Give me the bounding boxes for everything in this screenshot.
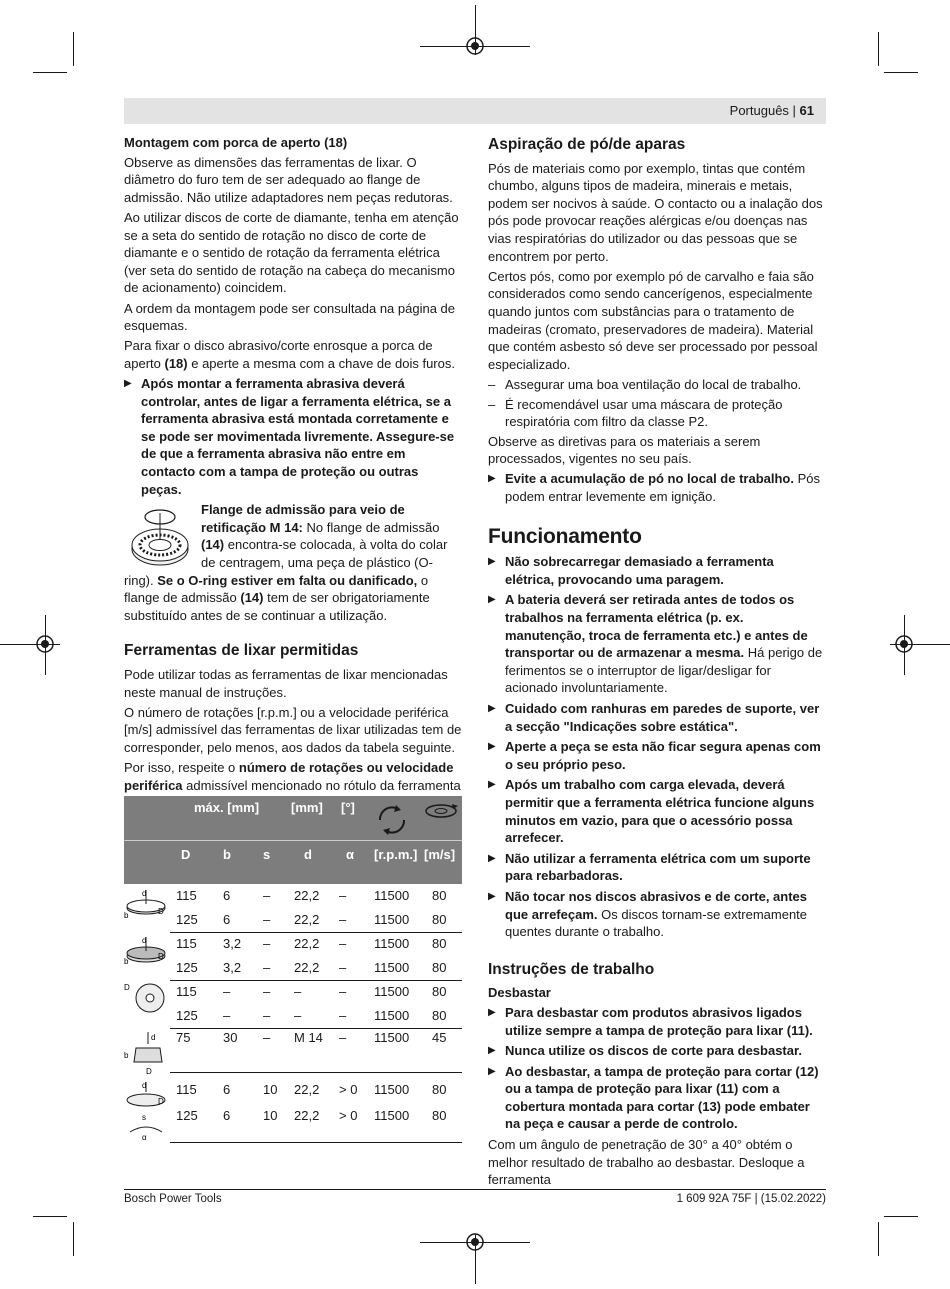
- paragraph: Certos pós, como por exemplo pó de carvalho e faia são considerados como sendo cancerígenos, especialmente quando juntos com substâncias para o tratamento de madeiras (cromato, preservadores de madeira). Material que contém asbesto só deve ser processado por pessoal especializado.: [488, 268, 818, 372]
- warning-bullet: ▶ Não sobrecarregar demasiado a ferramenta elétrica, provocando uma paragem.: [488, 553, 826, 588]
- warning-bullet: ▶ A bateria deverá ser retirada antes de todos os trabalhos na ferramenta elétrica (p. ex. manutenção, troca de ferramenta etc.) e antes de transportar ou de armazenar a mesma. Há perigo de ferimentos se o interruptor de ligar/desligar for acionado involuntariamente.: [488, 591, 826, 697]
- table-cell: –: [339, 960, 347, 975]
- header-language: Português: [729, 103, 789, 118]
- table-cell: 11500: [374, 1030, 410, 1045]
- svg-text:D: D: [158, 952, 164, 961]
- col-b: b: [223, 847, 231, 862]
- flange-note: Flange de admissão para veio de retificação M 14: No flange de admissão (14) encontra-se colocada, à volta do colar de centragem, uma peça de plástico (O-ring). Se o O-ring estiver em falta ou danificado, o flange de admissão (14) tem de ser obrigatoriamente substituído antes de se continuar a utilização.: [124, 502, 448, 623]
- dash-item: – É recomendável usar uma máscara de proteção respiratória com filtro da classe P2.: [488, 396, 826, 431]
- table-cell: 80: [432, 1108, 447, 1123]
- table-cell: –: [263, 936, 271, 951]
- table-cell: 11500: [374, 912, 410, 927]
- paragraph: Por isso, respeite o número de rotações ou velocidade periférica admissível mencionado no rótulo da ferramenta: [124, 760, 461, 793]
- table-cell: 11500: [374, 1108, 410, 1123]
- paragraph: Para fixar o disco abrasivo/corte enrosque a porca de aperto (18) e aperte a mesma com a chave de dois furos.: [124, 338, 455, 371]
- table-cell: –: [339, 1008, 347, 1023]
- header-max-mm: máx. [mm]: [194, 800, 260, 815]
- peripheral-speed-icon: [422, 800, 462, 822]
- dash-item: – Assegurar uma boa ventilação do local de trabalho.: [488, 376, 826, 394]
- row-group-divider: [170, 1072, 462, 1073]
- svg-text:d: d: [142, 1081, 147, 1090]
- fibre-disc-icon: [124, 982, 170, 1026]
- table-cell: 3,2: [223, 936, 242, 951]
- warning-bullet: ▶ Cuidado com ranhuras em paredes de suporte, ver a secção "Indicações sobre estática".: [488, 700, 826, 735]
- warning-bullet: ▶ Ao desbastar, a tampa de proteção para cortar (12) ou a tampa de proteção para lixar (11) com a cobertura montada para cortar (13) pode embater na peça e causar a perde de controlo.: [488, 1063, 826, 1133]
- paragraph: Ao utilizar discos de corte de diamante, tenha em atenção se a seta do sentido de rotação no disco de corte de diamante e o sentido de rotação da ferramenta elétrica (ver seta do sentido de rotação na cabeça do mecanismo de acionamento) coincidem.: [124, 209, 459, 296]
- svg-text:b: b: [124, 1051, 129, 1060]
- table-cell: 22,2: [294, 912, 320, 927]
- table-row: [124, 1030, 462, 1050]
- page-header: Português | 61: [729, 103, 814, 118]
- warning-bullet: ▶ Após montar a ferramenta abrasiva deverá controlar, antes de ligar a ferramenta elétrica, se a ferramenta abrasiva está montada corretamente e se pode ser movimentada livremente. Assegure-se de que a ferramenta abrasiva não entre em contacto com a tampa de proteção ou outras peças.: [124, 375, 462, 498]
- warning-bullet: ▶ Evite a acumulação de pó no local de trabalho. Pós podem entrar levemente em ignição.: [488, 470, 826, 505]
- table-cell: 115: [176, 984, 197, 999]
- table-row: [124, 1108, 462, 1128]
- section-title-montagem: Montagem com porca de aperto (18): [124, 135, 348, 150]
- warning-bullet: ▶ Não tocar nos discos abrasivos e de corte, antes que arrefeçam. Os discos tornam-se extremamente quentes durante o trabalho.: [488, 888, 826, 941]
- table-cell: 6: [223, 912, 231, 927]
- table-row: [124, 1008, 462, 1028]
- table-row: [124, 1082, 462, 1102]
- left-column: [124, 134, 462, 815]
- table-cell: –: [294, 984, 302, 999]
- svg-text:D: D: [158, 1097, 164, 1106]
- header-degree: [°]: [341, 800, 355, 815]
- col-alpha: α: [346, 847, 354, 862]
- table-cell: –: [263, 960, 271, 975]
- table-cell: 10: [263, 1108, 278, 1123]
- table-cell: 80: [432, 984, 447, 999]
- table-cell: 30: [223, 1030, 238, 1045]
- flap-disc-icon: [124, 934, 170, 978]
- right-column: [488, 134, 826, 1191]
- row-group-divider: [170, 1142, 462, 1143]
- table-row: [124, 912, 462, 932]
- paragraph: A ordem da montagem pode ser consultada na página de esquemas.: [124, 300, 456, 334]
- table-cell: 80: [432, 936, 447, 951]
- table-cell: 11500: [374, 1008, 410, 1023]
- table-row: [124, 960, 462, 980]
- header-mm: [mm]: [291, 800, 323, 815]
- col-s: s: [263, 847, 271, 862]
- section-title-aspiracao: Aspiração de pó/de aparas: [488, 136, 686, 153]
- table-cell: –: [339, 912, 347, 927]
- table-cell: –: [223, 984, 231, 999]
- table-cell: 11500: [374, 1082, 410, 1097]
- table-cell: 6: [223, 1082, 231, 1097]
- flange-o-ring-icon: [127, 501, 193, 571]
- table-cell: 80: [432, 960, 447, 975]
- table-cell: 80: [432, 912, 447, 927]
- table-cell: 11500: [374, 936, 410, 951]
- table-cell: 45: [432, 1030, 447, 1045]
- wire-cup-brush-icon: [124, 1030, 170, 1074]
- table-cell: > 0: [339, 1082, 358, 1097]
- subsection-title-desbastar: Desbastar: [488, 985, 551, 1001]
- paragraph: Observe as diretivas para os materiais a serem processados, vigentes no seu país.: [488, 433, 761, 467]
- table-cell: 125: [176, 960, 198, 975]
- table-cell: 6: [223, 888, 231, 903]
- table-cell: –: [263, 1008, 271, 1023]
- svg-text:α: α: [142, 1133, 147, 1142]
- page-number: 61: [799, 103, 814, 118]
- svg-text:D: D: [124, 983, 130, 992]
- table-cell: 75: [176, 1030, 191, 1045]
- svg-text:d: d: [151, 1033, 156, 1042]
- col-rpm: [r.p.m.]: [374, 847, 418, 862]
- paragraph: O número de rotações [r.p.m.] ou a velocidade periférica [m/s] admissível das ferramentas de lixar utilizadas tem de corresponder, pelo menos, aos dados da tabela seguinte.: [124, 704, 462, 755]
- rotation-speed-icon: [372, 800, 412, 840]
- footer-doc-number: 1 609 92A 75F | (15.02.2022): [676, 1193, 826, 1205]
- table-body: [124, 884, 462, 1146]
- header-bar: [124, 98, 826, 124]
- table-cell: –: [339, 936, 347, 951]
- table-cell: 80: [432, 1082, 447, 1097]
- registration-mark-right-icon: [893, 633, 915, 655]
- svg-text:d: d: [142, 936, 147, 945]
- table-cell: –: [339, 984, 347, 999]
- svg-text:b: b: [124, 957, 129, 966]
- registration-mark-bottom-icon: [464, 1231, 486, 1253]
- warning-bullet: ▶ Não utilizar a ferramenta elétrica com um suporte para rebarbadoras.: [488, 850, 826, 885]
- paragraph: Pode utilizar todas as ferramentas de lixar mencionadas neste manual de instruções.: [124, 667, 448, 700]
- table-cell: 22,2: [294, 936, 320, 951]
- table-cell: 22,2: [294, 1082, 320, 1097]
- table-cell: –: [294, 1008, 302, 1023]
- paragraph: Observe as dimensões das ferramentas de lixar. O diâmetro do furo tem de ser adequado ao flange de admissão. Não utilize adaptadores nem peças redutoras.: [124, 154, 453, 205]
- table-cell: –: [339, 1030, 347, 1045]
- table-cell: –: [263, 912, 271, 927]
- section-title-ferramentas: Ferramentas de lixar permitidas: [124, 642, 359, 660]
- table-cell: 125: [176, 912, 198, 927]
- grinding-disc-icon: [124, 886, 170, 930]
- table-row: [124, 984, 462, 1004]
- table-cell: 115: [176, 936, 197, 951]
- col-ms: [m/s]: [424, 847, 456, 862]
- table-cell: 11500: [374, 984, 410, 999]
- row-group-divider: [170, 980, 462, 981]
- table-cell: 22,2: [294, 960, 320, 975]
- table-cell: –: [263, 1030, 271, 1045]
- table-cell: 3,2: [223, 960, 242, 975]
- table-cell: –: [263, 984, 271, 999]
- svg-text:s: s: [142, 1113, 146, 1122]
- page-footer: [124, 1189, 826, 1205]
- table-cell: 125: [176, 1108, 198, 1123]
- footer-brand: Bosch Power Tools: [124, 1193, 222, 1205]
- table-cell: 80: [432, 1008, 447, 1023]
- table-cell: 80: [432, 888, 447, 903]
- table-cell: > 0: [339, 1108, 358, 1123]
- table-cell: 22,2: [294, 1108, 320, 1123]
- section-title-funcionamento: Funcionamento: [488, 524, 642, 548]
- warning-bullet: ▶ Para desbastar com produtos abrasivos ligados utilize sempre a tampa de proteção para lixar (11).: [488, 1004, 826, 1039]
- grinding-tools-table: [124, 796, 462, 1146]
- table-cell: M 14: [294, 1030, 323, 1045]
- warning-bullet: ▶ Aperte a peça se esta não ficar segura apenas com o seu próprio peso.: [488, 738, 826, 773]
- table-cell: 11500: [374, 888, 410, 903]
- table-cell: –: [263, 888, 271, 903]
- cutting-disc-icon: [124, 1080, 170, 1142]
- registration-mark-left-icon: [34, 633, 56, 655]
- table-cell: –: [339, 888, 347, 903]
- svg-text:d: d: [142, 889, 147, 898]
- table-row: [124, 936, 462, 956]
- row-group-divider: [170, 1028, 462, 1029]
- svg-text:D: D: [158, 907, 164, 916]
- flange-heading: Flange de admissão para veio de retificação M 14:: [201, 502, 405, 535]
- paragraph: Pós de materiais como por exemplo, tintas que contém chumbo, alguns tipos de madeira, minerais e metais, podem ser nocivos à saúde. O contacto ou a inalação dos pós pode provocar reações alérgicas e/ou doenças nas vias respiratórias do utilizador ou das pessoas que se encontrem por perto.: [488, 160, 823, 264]
- registration-mark-top-icon: [464, 35, 486, 57]
- table-cell: 22,2: [294, 888, 320, 903]
- svg-text:b: b: [124, 911, 129, 920]
- table-cell: 6: [223, 1108, 231, 1123]
- table-cell: –: [223, 1008, 231, 1023]
- col-D: D: [181, 847, 191, 862]
- warning-bullet: ▶ Nunca utilize os discos de corte para desbastar.: [488, 1042, 826, 1060]
- svg-text:D: D: [146, 1067, 152, 1074]
- table-cell: 115: [176, 888, 197, 903]
- table-cell: 115: [176, 1082, 197, 1097]
- table-header: [124, 796, 462, 884]
- warning-bullet: ▶ Após um trabalho com carga elevada, deverá permitir que a ferramenta elétrica funcione alguns minutos em vazio, para que o acessório possa arrefecer.: [488, 776, 826, 846]
- paragraph: Com um ângulo de penetração de 30° a 40° obtém o melhor resultado de trabalho ao desbastar. Desloque a ferramenta: [488, 1137, 805, 1188]
- table-cell: 11500: [374, 960, 410, 975]
- row-group-divider: [170, 932, 462, 933]
- table-row: [124, 888, 462, 908]
- table-cell: 10: [263, 1082, 278, 1097]
- table-cell: 125: [176, 1008, 198, 1023]
- section-title-instrucoes: Instruções de trabalho: [488, 960, 655, 978]
- col-d: d: [304, 847, 312, 862]
